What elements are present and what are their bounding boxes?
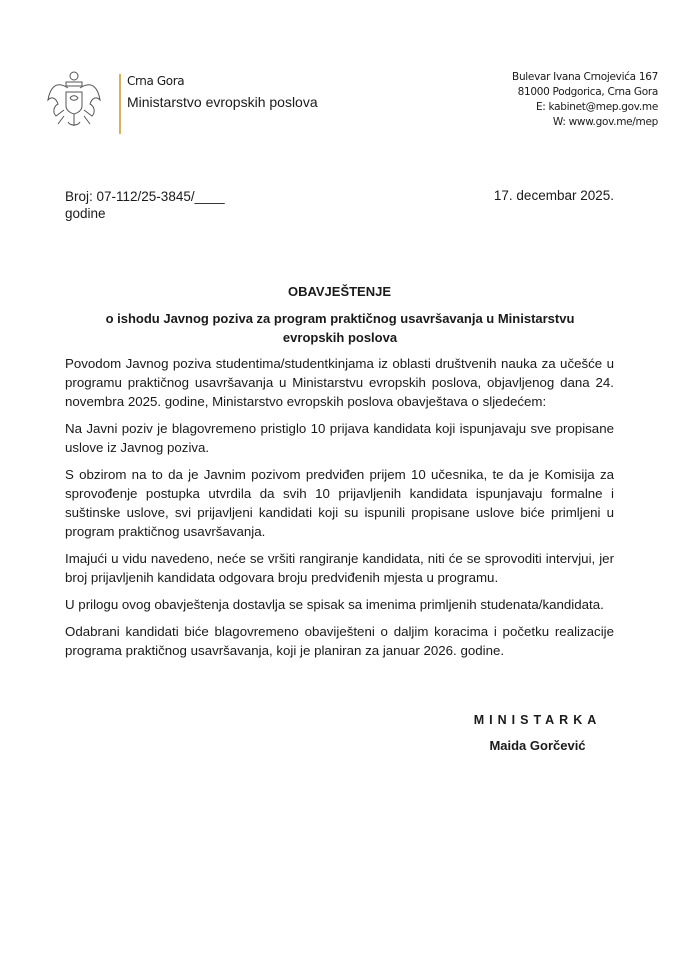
ministry-name: Ministarstvo evropskih poslova <box>127 94 318 110</box>
paragraph: Na Javni poziv je blagovremeno pristiglo 10 prijava kandidata koji ispunjavaju sve propisane uslove iz Javnog poziva. <box>65 421 614 455</box>
signature-name: Maida Gorčević <box>489 738 586 753</box>
reference-number-text: Broj: 07-112/25-3845/____ <box>65 189 225 204</box>
document-date: 17. decembar 2025. <box>493 188 614 203</box>
header-divider <box>119 74 121 134</box>
address-web: W: www.gov.me/mep <box>552 116 658 128</box>
reference-number <box>65 188 225 222</box>
paragraph: Povodom Javnog poziva studentima/studentkinjama iz oblasti društvenih nauka za učešće u programu praktičnog usavršavanja u Ministarstvu evropskih poslova, objavljenog dana 24. novembra 2025. godine, Ministarstvo evropskih poslova obavještava o sljedećem: <box>65 356 614 409</box>
document-subtitle: o ishodu Javnog poziva za program praktičnog usavršavanja u Ministarstvu evropskih poslova <box>105 311 575 345</box>
signature-role: MINISTARKA <box>473 713 602 727</box>
address-email: E: kabinet@mep.gov.me <box>535 101 658 113</box>
document-title: OBAVJEŠTENJE <box>287 284 392 299</box>
reference-godine: godine <box>65 206 106 221</box>
address-street: Bulevar Ivana Crnojevića 167 <box>512 71 658 83</box>
document-body <box>65 354 614 668</box>
address-block <box>512 70 658 130</box>
address-city: 81000 Podgorica, Crna Gora <box>517 86 658 98</box>
coat-of-arms-icon <box>46 70 102 130</box>
paragraph: S obzirom na to da je Javnim pozivom predviđen prijem 10 učesnika, te da je Komisija za sprovođenje postupka utvrdila da svih 10 prijavljenih kandidata ispunjavaju formalne i suštinske uslove, svi prijavljeni kandidati koji su ispunili propisane uslove biće primljeni u program praktičnog usavršavanja. <box>65 467 614 539</box>
paragraph: Odabrani kandidati biće blagovremeno obaviješteni o daljim koracima i početku realizacije programa praktičnog usavršavanja, koji je planiran za januar 2026. godine. <box>65 624 614 658</box>
country-name: Crna Gora <box>127 74 185 88</box>
paragraph: U prilogu ovog obavještenja dostavlja se spisak sa imenima primljenih studenata/kandidata. <box>65 597 604 612</box>
paragraph: Imajući u vidu navedeno, neće se vršiti rangiranje kandidata, niti će se sprovoditi intervjui, jer broj prijavljenih kandidata odgovara broju predviđenih mjesta u programu. <box>65 551 614 585</box>
